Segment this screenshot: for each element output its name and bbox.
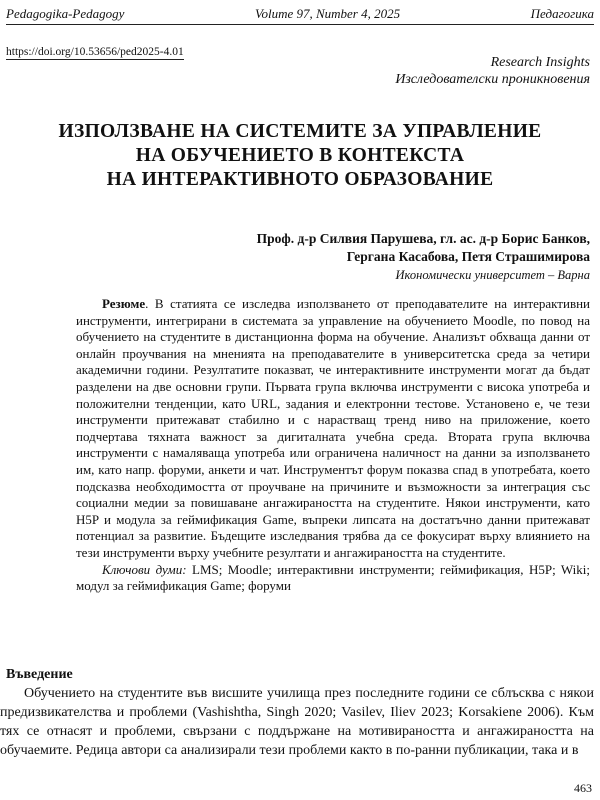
author-block <box>257 230 590 284</box>
authors-line-1: Проф. д-р Силвия Парушева, гл. ас. д-р Борис Банков, <box>256 231 590 246</box>
authors-line-2: Гергана Касабова, Петя Страшимирова <box>346 249 590 264</box>
title-line-2: НА ОБУЧЕНИЕТО В КОНТЕКСТА <box>135 145 465 166</box>
abstract <box>76 296 590 595</box>
article-title <box>0 120 600 192</box>
running-header <box>6 2 594 25</box>
intro-section <box>0 684 594 760</box>
keywords-text: LMS; Moodle; интерактивни инструменти; геймификация, H5P; Wiki; модул за геймификация Game; форуми <box>76 561 590 594</box>
section-label-bg: Изследователски проникновения <box>395 72 590 87</box>
abstract-text: . В статията се изследва използването от преподавателите на интерактивни инструменти, интегрирани в системата за управление на обучението Moodle, по повод на обучението на студентите в дистанционна форма на обучение. Анализът обхваща данни от онлайн проучвания на мненията на преподавателите в университетска среда за четири академични години. Резултатите показват, че интерактивните инструменти могат да бъдат разделени на две основни групи. Първата група включва инструменти с висока употреба и положителни тенденции, като URL, задания и електронни тестове. Установено е, че тези инструменти притежават стабилно и с нарастващ тренд ниво на приложение, което подчертава тяхната важност за дигиталната учебна среда. Втората група включва инструменти с намаляваща употреба или ограничена наличност на данни за използването им, като напр. форуми, анкети и чат. Инструментът форум показва спад в употребата, което подсказва необходимостта от проучване на причините и възможности за интеграция със социални медии за повишаване ангажираността на студентите. Някои инструменти, като H5P и модула за геймификация Game, въпреки липсата на достатъчно данни притежават потенциал за развитие. Бъдещите изследвания трябва да се фокусират върху влиянието на тези инструменти върху учебните резултати и ангажираността на студентите. <box>76 296 590 560</box>
journal-name-bg: Педагогика <box>530 6 594 21</box>
title-line-1: ИЗПОЛЗВАНЕ НА СИСТЕМИТЕ ЗА УПРАВЛЕНИЕ <box>58 121 542 142</box>
abstract-body <box>76 296 590 562</box>
keywords <box>76 562 590 595</box>
keywords-label: Ключови думи: <box>102 561 187 577</box>
section-label-en: Research Insights <box>490 55 590 70</box>
affiliation: Икономически университет – Варна <box>395 268 590 282</box>
intro-heading: Въведение <box>6 667 73 682</box>
intro-paragraph: Обучението на студентите във висшите училища през последните години се сблъсква с някои предизвикателства и проблеми (Vashishtha, Singh 2020; Vasilev, Iliev 2023; Korsakiene 2006). Към тях се отнасят и проблеми, свързани с поддържане на мотивираността и ангажираността на обучаемите. Редица автори са анализирали тези проблеми както в по-ранни публикации, така и в <box>0 686 594 758</box>
doi-link[interactable]: https://doi.org/10.53656/ped2025-4.01 <box>6 46 184 58</box>
section-label <box>395 54 590 88</box>
abstract-label: Резюме <box>102 296 146 311</box>
title-line-3: НА ИНТЕРАКТИВНОТО ОБРАЗОВАНИЕ <box>106 169 494 190</box>
journal-name: Pedagogika-Pedagogy <box>6 6 125 21</box>
volume-info: Volume 97, Number 4, 2025 <box>254 6 401 21</box>
page-number: 463 <box>574 781 592 795</box>
